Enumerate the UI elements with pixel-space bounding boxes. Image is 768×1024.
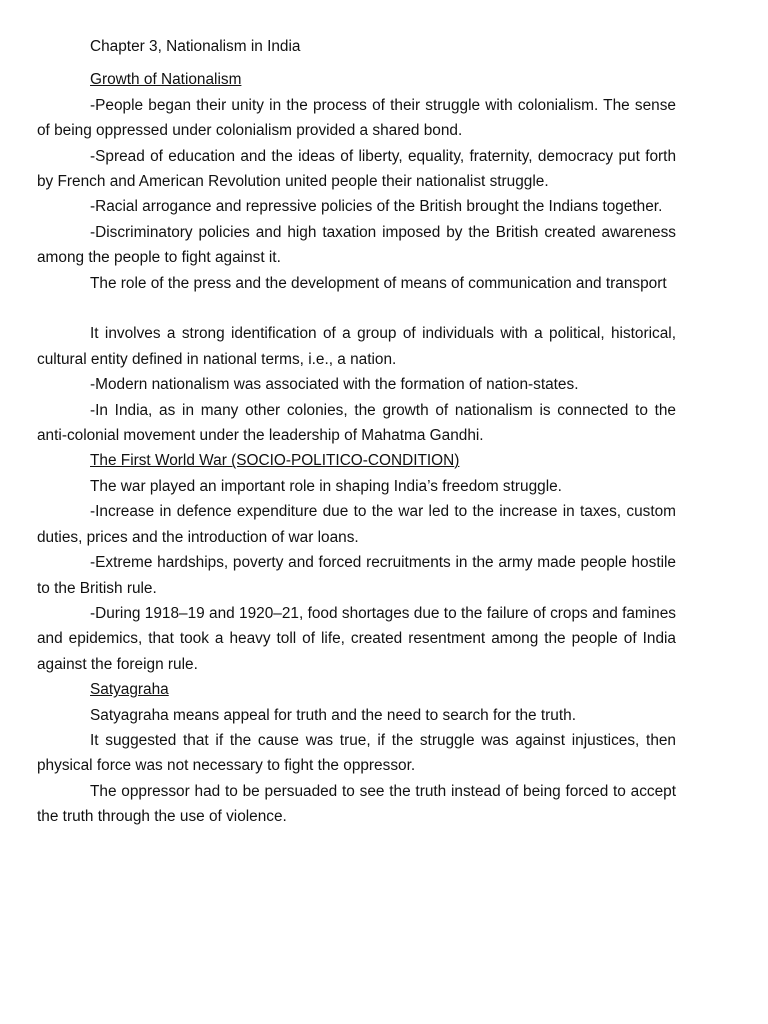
- paragraph: -During 1918–19 and 1920–21, food shortages due to the failure of crops and famines and epidemics, that took a heavy toll of life, created resentment among the people of India against the foreign rule.: [37, 604, 676, 673]
- paragraph: -People began their unity in the process of their struggle with colonialism. The sense of being oppressed under colonialism provided a shared bond.: [37, 96, 676, 140]
- paragraph: -In India, as in many other colonies, the growth of nationalism is connected to the anti-colonial movement under the leadership of Mahatma Gandhi.: [37, 401, 676, 445]
- chapter-title: Chapter 3, Nationalism in India: [90, 38, 301, 55]
- paragraph: -Modern nationalism was associated with the formation of nation-states.: [90, 376, 579, 394]
- paragraph: It suggested that if the cause was true, if the struggle was against injustices, then physical force was not necessary to fight the oppressor.: [37, 731, 676, 775]
- blank-line: [37, 296, 676, 321]
- paragraph: Satyagraha means appeal for truth and the need to search for the truth.: [90, 706, 576, 724]
- heading-first-world-war-text: The First World War (SOCIO-POLITICO-CONDITION: [90, 452, 455, 470]
- heading-first-world-war: [37, 448, 676, 473]
- paragraph: The war played an important role in shaping India’s freedom struggle.: [90, 477, 562, 495]
- paragraph: -Increase in defence expenditure due to the war led to the increase in taxes, custom duties, prices and the introduction of war loans.: [37, 503, 676, 546]
- paragraph: -Discriminatory policies and high taxation imposed by the British created awareness among the people to fight against it.: [37, 223, 676, 267]
- paragraph: It involves a strong identification of a group of individuals with a political, historical, cultural entity defined in national terms, i.e., a nation.: [37, 325, 676, 368]
- paragraph: -Racial arrogance and repressive policies of the British brought the Indians together.: [90, 198, 663, 216]
- heading-first-world-war-tail: ): [454, 452, 460, 470]
- heading-growth-of-nationalism: Growth of Nationalism: [90, 71, 242, 89]
- paragraph: -Extreme hardships, poverty and forced recruitments in the army made people hostile to the British rule.: [37, 554, 676, 597]
- document-page: [37, 34, 676, 830]
- heading-satyagraha: Satyagraha: [90, 681, 169, 699]
- paragraph: The role of the press and the development of means of communication and transport: [90, 274, 667, 292]
- paragraph: The oppressor had to be persuaded to see the truth instead of being forced to accept the truth through the use of violence.: [37, 782, 676, 826]
- paragraph: -Spread of education and the ideas of liberty, equality, fraternity, democracy put forth by French and American Revolution united people their nationalist struggle.: [37, 147, 676, 191]
